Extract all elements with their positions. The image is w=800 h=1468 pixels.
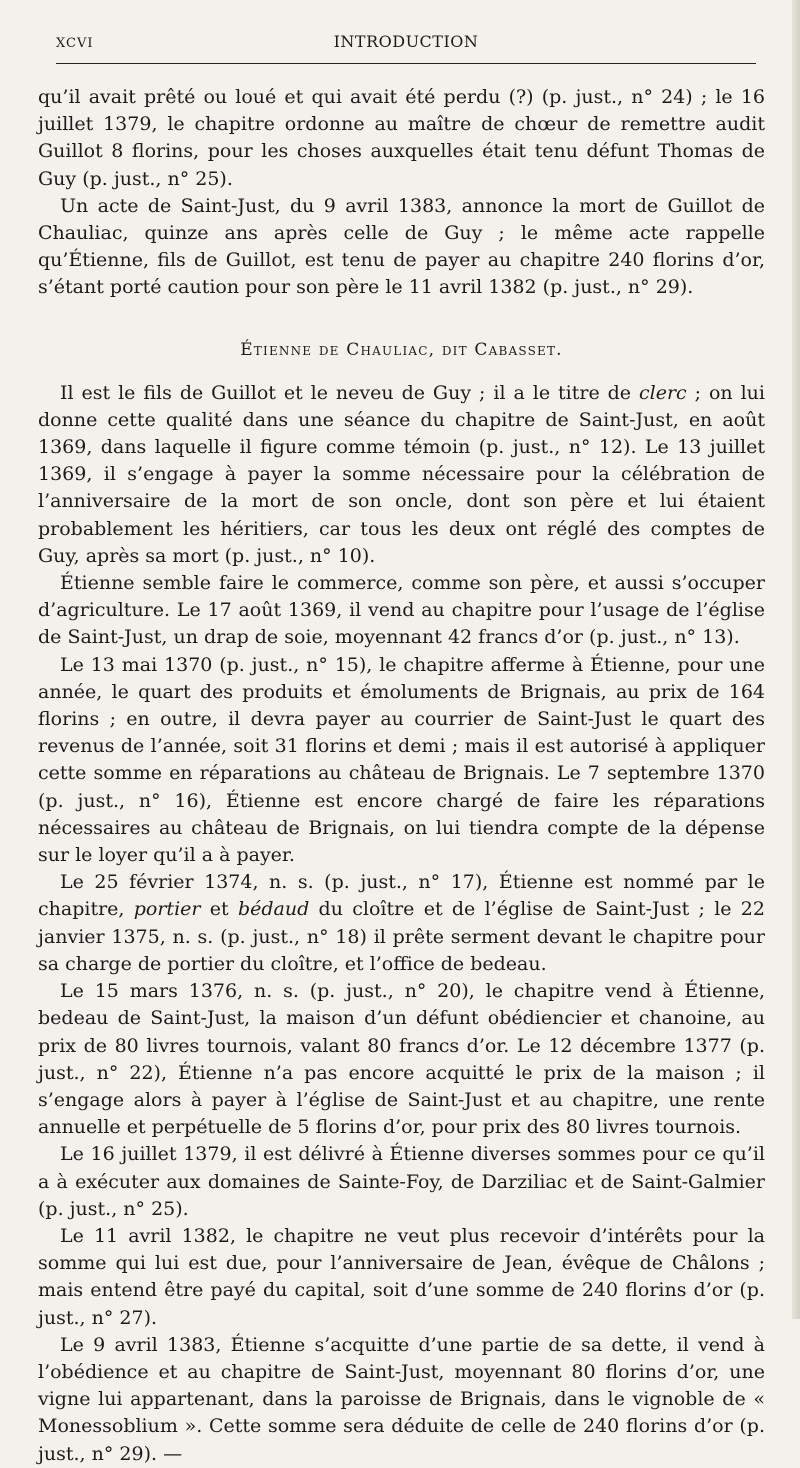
page-header xyxy=(56,28,756,58)
italic-term: portier xyxy=(133,898,201,921)
paragraph: Le 16 juillet 1379, il est délivré à Étienne diverses sommes pour ce qu’il a à exécuter aux domaines de Sainte-Foy, de Darziliac et de Saint-Galmier (p. just., n° 25). xyxy=(38,1143,765,1220)
paragraph: Le 15 mars 1376, n. s. (p. just., n° 20), le chapitre vend à Étienne, bedeau de Saint-Just, la maison d’un défunt obédiencier et chanoine, au prix de 80 livres tournois, valant 80 francs d’or. Le 12 décembre 1377 (p. just., n° 22), Étienne n’a pas encore acquitté le prix de la maison ; il s’engage alors à payer à l’église de Saint-Just et au chapitre, une rente annuelle et perpétuelle de 5 florins d’or, pour prix des 80 livres tournois. xyxy=(38,980,765,1139)
paragraph: Un acte de Saint-Just, du 9 avril 1383, annonce la mort de Guillot de Chauliac, quinze ans après celle de Guy ; le même acte rappelle qu’Étienne, fils de Guillot, est tenu de payer au chapitre 240 florins d’or, s’étant porté caution pour son père le 11 avril 1382 (p. just., n° 29). xyxy=(38,194,765,299)
text-run: Il est le fils de Guillot et le neveu de Guy ; il a le titre de xyxy=(60,381,639,404)
paragraph xyxy=(38,869,765,978)
paragraph: Le 9 avril 1383, Étienne s’acquitte d’une partie de sa dette, il vend à l’obédience et au chapitre de Saint-Just, moyennant 80 florins d’or, une vigne lui appartenant, dans la paroisse de Brignais, dans le vignoble de « Monessoblium ». Cette somme sera déduite de celle de 240 florins d’or (p. just., n° 29). — xyxy=(38,1333,765,1465)
page-edge xyxy=(792,0,800,1319)
italic-term: bédaud xyxy=(237,898,310,921)
running-title: INTRODUCTION xyxy=(333,32,479,51)
italic-term: clerc xyxy=(639,381,687,404)
paragraph: Le 13 mai 1370 (p. just., n° 15), le chapitre afferme à Étienne, pour une année, le quart des produits et émoluments de Brignais, au prix de 164 florins ; en outre, il devra payer au courrier de Saint-Just le quart des revenus de l’année, soit 31 florins et demi ; mais il est autorisé à appliquer cette somme en réparations au château de Brignais. Le 7 septembre 1370 (p. just., n° 16), Étienne est encore chargé de faire les réparations nécessaires au château de Brignais, on lui tiendra compte de la dépense sur le loyer qu’il a à payer. xyxy=(38,653,765,867)
header-rule xyxy=(56,63,756,64)
paragraph: Étienne semble faire le commerce, comme son père, et aussi s’occuper d’agriculture. Le 17 août 1369, il vend au chapitre pour l’usage de l’église de Saint-Just, un drap de soie, moyennant 42 francs d’or (p. just., n° 13). xyxy=(38,572,765,649)
text-run: Le 25 février 1374, n. s. (p. just., n° 17), Étienne est nommé par le chapitre, xyxy=(38,871,765,921)
page-body xyxy=(38,84,765,1468)
text-run: et xyxy=(200,898,238,921)
section-title: Étienne de Chauliac, dit Cabasset. xyxy=(240,339,563,360)
text-run: ; on lui donne cette qualité dans une séance du chapitre de Saint-Just, en août 1369, dans laquelle il figure comme témoin (p. just., n° 12). Le 13 juillet 1369, il s’engage à payer la somme nécessaire pour la célébration de l’anniversaire de la mort de son oncle, dont son père et lui étaient probablement les héritiers, car tous les deux ont réglé des comptes de Guy, après sa mort (p. just., n° 10). xyxy=(38,381,765,567)
paragraph-continued: qu’il avait prêté ou loué et qui avait été perdu (?) (p. just., n° 24) ; le 16 juillet 1379, le chapitre ordonne au maître de chœur de remettre audit Guillot 8 florins, pour les choses auxquelles était tenu défunt Thomas de Guy (p. just., n° 25). xyxy=(38,86,765,190)
text-run: du cloître et de l’église de Saint-Just ; le 22 janvier 1375, n. s. (p. just., n° 18) il prête serment devant le chapitre pour sa charge de portier du cloître, et l’office de bedeau. xyxy=(38,898,765,975)
paragraph: Le 11 avril 1382, le chapitre ne veut plus recevoir d’intérêts pour la somme qui lui est due, pour l’anniversaire de Jean, évêque de Châlons ; mais entend être payé du capital, soit d’une somme de 240 florins d’or (p. just., n° 27). xyxy=(38,1224,765,1329)
folio-number: XCVI xyxy=(56,36,94,51)
paragraph xyxy=(38,380,765,570)
